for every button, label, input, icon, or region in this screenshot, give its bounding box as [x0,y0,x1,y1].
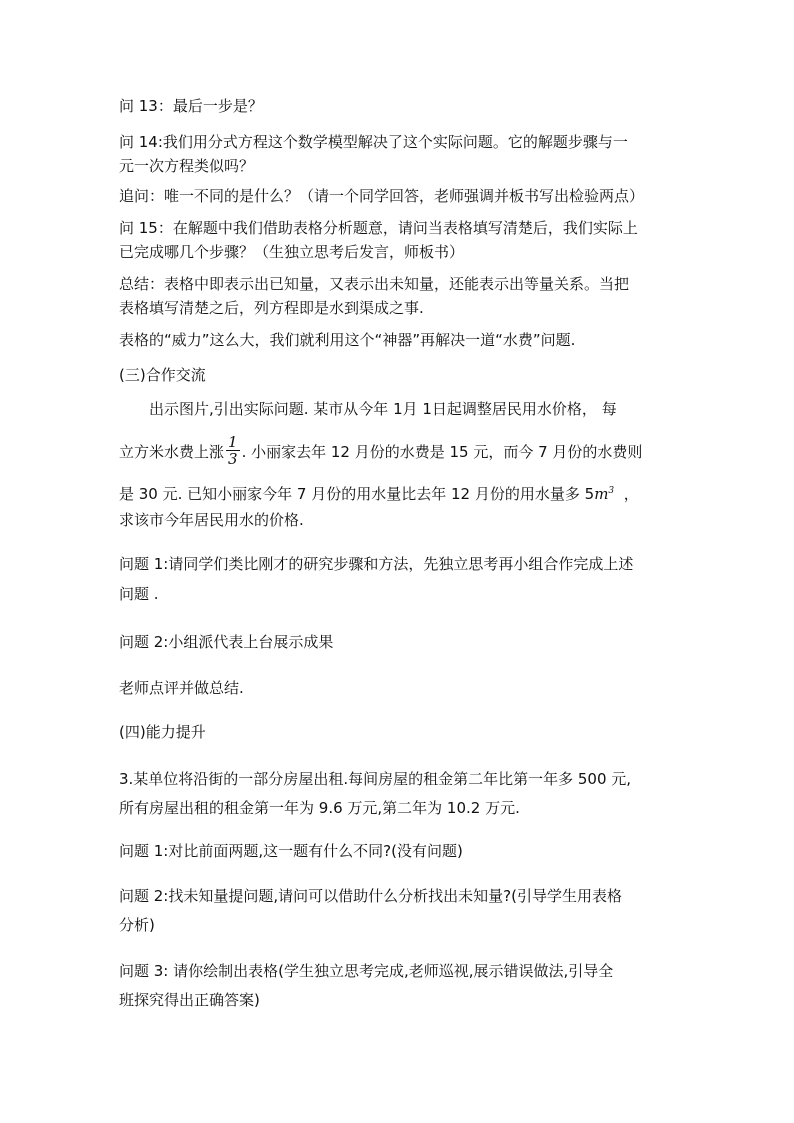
text-line: 老师点评并做总结. [119,679,244,697]
text-line-with-unit [119,481,639,501]
unit-m: m [594,485,609,503]
section-heading: (四)能力提升 [119,723,206,741]
text-line: 分析) [119,916,155,934]
text-line: 3.某单位将沿街的一部分房屋出租.每间房屋的租金第二年比第一年多 500 元, [119,770,632,788]
fraction-denominator: 3 [228,450,238,468]
text-line: 问题 2:找未知量提问题,请问可以借助什么分析找出未知量?(引导学生用表格 [119,887,622,905]
text-line: 总结：表格中即表示出已知量，又表示出未知量，还能表示出等量关系。当把 [119,275,630,293]
text-line: 问题 . [119,585,159,603]
text-line: 表格的“威力”这么大，我们就利用这个“神器”再解决一道“水费”问题. [119,331,576,349]
cubic-meter-unit [594,485,614,503]
text-line: 追问：唯一不同的是什么？（请一个同学回答，老师强调并板书写出检验两点） [119,187,645,205]
text-line: 问题 2:小组派代表上台展示成果 [119,633,334,651]
text-segment: 是 30 元. 已知小丽家今年 7 月份的用水量比去年 12 月份的用水量多 5 [119,485,595,503]
unit-exponent: 3 [608,486,615,496]
text-segment: 立方米水费上涨 [119,443,225,461]
text-line: 问题 1:对比前面两题,这一题有什么不同?(没有问题) [119,842,463,860]
text-line: 已完成哪几个步骤？（生独立思考后发言，师板书） [119,243,465,261]
text-line: 元一次方程类似吗？ [119,157,255,175]
text-line: 问 13：最后一步是？ [119,97,263,115]
text-line: 问题 3: 请你绘制出表格(学生独立思考完成,老师巡视,展示错误做法,引导全 [119,962,614,980]
text-line: 表格填写清楚之后，列方程即是水到渠成之事. [119,299,424,317]
text-segment: ， [623,485,639,503]
text-line: 问 15：在解题中我们借助表格分析题意，请问当表格填写清楚后，我们实际上 [119,219,638,237]
section-heading: (三)合作交流 [119,366,206,384]
text-line: 班探究得出正确答案) [119,991,260,1009]
text-line: 问 14:我们用分式方程这个数学模型解决了这个实际问题。它的解题步骤与一 [119,133,628,151]
fraction-numerator: 1 [228,433,238,451]
text-line-with-fraction [119,433,643,468]
text-line: 出示图片,引出实际问题. 某市从今年 1月 1日起调整居民用水价格， 每 [149,400,617,418]
text-line: 问题 1:请同学们类比刚才的研究步骤和方法，先独立思考再小组合作完成上述 [119,555,634,573]
text-segment: . 小丽家去年 12 月份的水费是 15 元，而今 7 月份的水费则 [241,443,643,461]
text-line: 求该市今年居民用水的价格. [119,511,304,529]
fraction-one-third [226,434,240,467]
text-line: 所有房屋出租的租金第一年为 9.6 万元,第二年为 10.2 万元. [119,799,520,817]
